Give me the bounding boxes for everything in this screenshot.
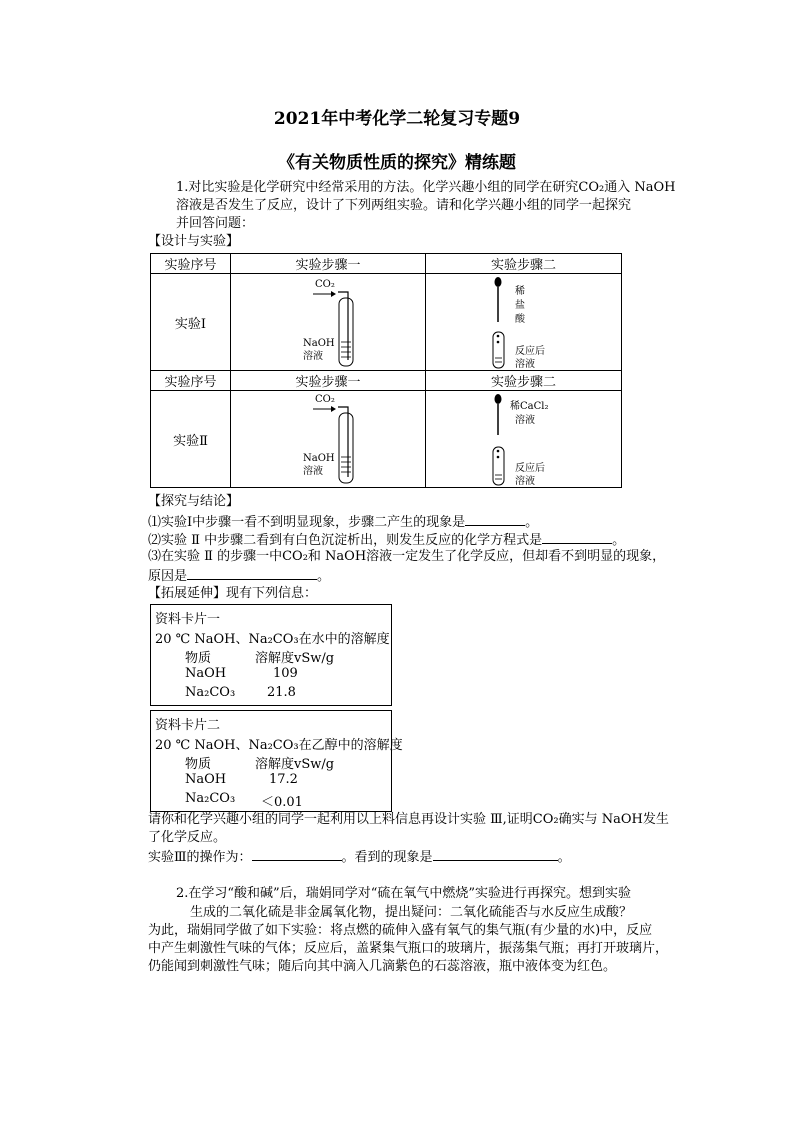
page-subtitle: 《有关物质性质的探究》精练题	[278, 153, 516, 173]
card1-row1-name: NaOH	[185, 666, 227, 681]
card1-col-solubility: 溶解度vSw/g	[255, 651, 335, 666]
answer-blank-4[interactable]	[252, 848, 342, 861]
answer-blank-5[interactable]	[433, 848, 558, 861]
acid-dropper-diagram	[426, 274, 621, 370]
extend-para-3	[148, 848, 571, 866]
card2-heading: 20 ℃ NaOH、Na₂CO₃在乙醇中的溶解度	[155, 738, 403, 753]
conclusion-1-end: 。	[525, 515, 539, 530]
card2-row1-name: NaOH	[185, 772, 227, 787]
row2-step1-cell	[231, 391, 426, 488]
conclusion-3b	[148, 567, 330, 585]
card2-col-solubility: 溶解度vSw/g	[255, 757, 335, 772]
answer-blank-1[interactable]	[465, 513, 525, 526]
info-card-2	[150, 710, 403, 812]
q2-line-1: 2.在学习“酸和碱”后，瑞娟同学对“硫在氧气中燃烧”实验进行再探究。想到实验	[176, 886, 631, 901]
card1-title: 资料卡片一	[155, 612, 221, 627]
card1-row1-value: 109	[273, 666, 298, 681]
label-cacl2: 稀CaCl₂	[510, 401, 549, 412]
co2-into-naoh-diagram-2	[231, 391, 425, 487]
card2-row2-value: ＜0.01	[261, 795, 303, 810]
conclusion-3b-text: 原因是	[148, 569, 188, 584]
label-after: 反应后	[515, 346, 545, 357]
card1-row2-value: 21.8	[267, 685, 296, 700]
card1-row2-name: Na₂CO₃	[185, 685, 236, 700]
label-co2-2: CO₂	[315, 394, 335, 405]
label-dilute: 稀	[515, 286, 525, 297]
label-acid: 酸	[515, 314, 525, 325]
header-seq: 实验序号	[151, 254, 231, 274]
extend-para-1: 请你和化学兴趣小组的同学一起利用以上料信息再设计实验 Ⅲ,证明CO₂确实与 NaOH发生	[148, 812, 669, 827]
card2-title: 资料卡片二	[155, 718, 221, 733]
info-card-1	[150, 604, 392, 706]
q1-intro-line-3: 并回答问题：	[176, 216, 255, 231]
header-step1: 实验步骤一	[231, 254, 426, 274]
label-after-solution: 溶液	[515, 359, 535, 370]
row2-step2-cell	[426, 391, 622, 488]
answer-blank-3[interactable]	[187, 567, 317, 580]
conclusion-1-text: ⑴实验Ⅰ中步骤一看不到明显现象，步骤二产生的现象是	[148, 515, 466, 530]
co2-into-naoh-diagram	[231, 274, 425, 370]
card2-col-substance: 物质	[185, 757, 212, 772]
q2-line-5: 仍能闻到刺激性气味；随后向其中滴入几滴紫色的石蕊溶液，瓶中液体变为红色。	[148, 959, 617, 974]
section-extend: 【拓展延伸】现有下列信息：	[148, 586, 318, 601]
label-cacl2-solution: 溶液	[515, 415, 535, 426]
q1-intro-line-2: 溶液是否发生了反应，设计了下列两组实验。请和化学兴趣小组的同学一起探究	[176, 198, 632, 213]
q1-intro-line-1: 1.对比实验是化学研究中经常采用的方法。化学兴趣小组的同学在研究CO₂通入 NaOH	[176, 180, 676, 195]
row1-name: 实验Ⅰ	[151, 274, 231, 371]
card2-row2-name: Na₂CO₃	[185, 791, 236, 806]
answer-blank-2[interactable]	[542, 531, 612, 544]
label-naoh: NaOH	[303, 338, 335, 349]
header-step2: 实验步骤二	[426, 254, 622, 274]
experiment-table	[150, 253, 622, 488]
section-conclusion: 【探究与结论】	[148, 494, 240, 509]
card1-col-substance: 物质	[185, 651, 212, 666]
conclusion-2	[148, 531, 625, 549]
row1-step1-cell	[231, 274, 426, 371]
phenomenon-label: 。看到的现象是	[341, 850, 433, 865]
q2-line-4: 中产生刺激性气味的气体；反应后，盖紧集气瓶口的玻璃片，振荡集气瓶；再打开玻璃片，	[148, 941, 669, 956]
card1-heading: 20 ℃ NaOH、Na₂CO₃在水中的溶解度	[155, 632, 390, 647]
label-salt: 盐	[515, 300, 525, 311]
conclusion-3-end: 。	[317, 569, 331, 584]
label-solution-2: 溶液	[303, 466, 323, 477]
label-naoh-2: NaOH	[303, 453, 335, 464]
extend-para-3-end: 。	[557, 850, 571, 865]
header-seq-2: 实验序号	[151, 371, 231, 391]
operation-label: 实验Ⅲ的操作为：	[148, 850, 252, 865]
label-after-2: 反应后	[515, 463, 545, 474]
label-after-solution-2: 溶液	[515, 476, 535, 487]
q2-line-2: 生成的二氧化硫是非金属氧化物，提出疑问：二氧化硫能否与水反应生成酸？	[190, 905, 633, 920]
card2-row1-value: 17.2	[269, 772, 298, 787]
cacl2-dropper-diagram	[426, 391, 621, 487]
conclusion-2-end: 。	[612, 533, 626, 548]
section-design: 【设计与实验】	[148, 234, 240, 249]
conclusion-1	[148, 513, 538, 531]
q2-line-3: 为此，瑞娟同学做了如下实验：将点燃的硫伸入盛有氧气的集气瓶(有少量的水)中，反应	[148, 923, 653, 938]
page-title: 2021年中考化学二轮复习专题9	[273, 109, 521, 129]
header-step1-2: 实验步骤一	[231, 371, 426, 391]
header-step2-2: 实验步骤二	[426, 371, 622, 391]
label-solution: 溶液	[303, 351, 323, 362]
extend-para-2: 了化学反应。	[148, 830, 227, 845]
conclusion-3: ⑶在实验 Ⅱ 的步骤一中CO₂和 NaOH溶液一定发生了化学反应，但却看不到明显的现象，	[148, 549, 666, 564]
conclusion-2-text: ⑵实验 Ⅱ 中步骤二看到有白色沉淀析出，则发生反应的化学方程式是	[148, 533, 543, 548]
label-co2: CO₂	[315, 279, 335, 290]
row2-name: 实验Ⅱ	[151, 391, 231, 488]
row1-step2-cell	[426, 274, 622, 371]
